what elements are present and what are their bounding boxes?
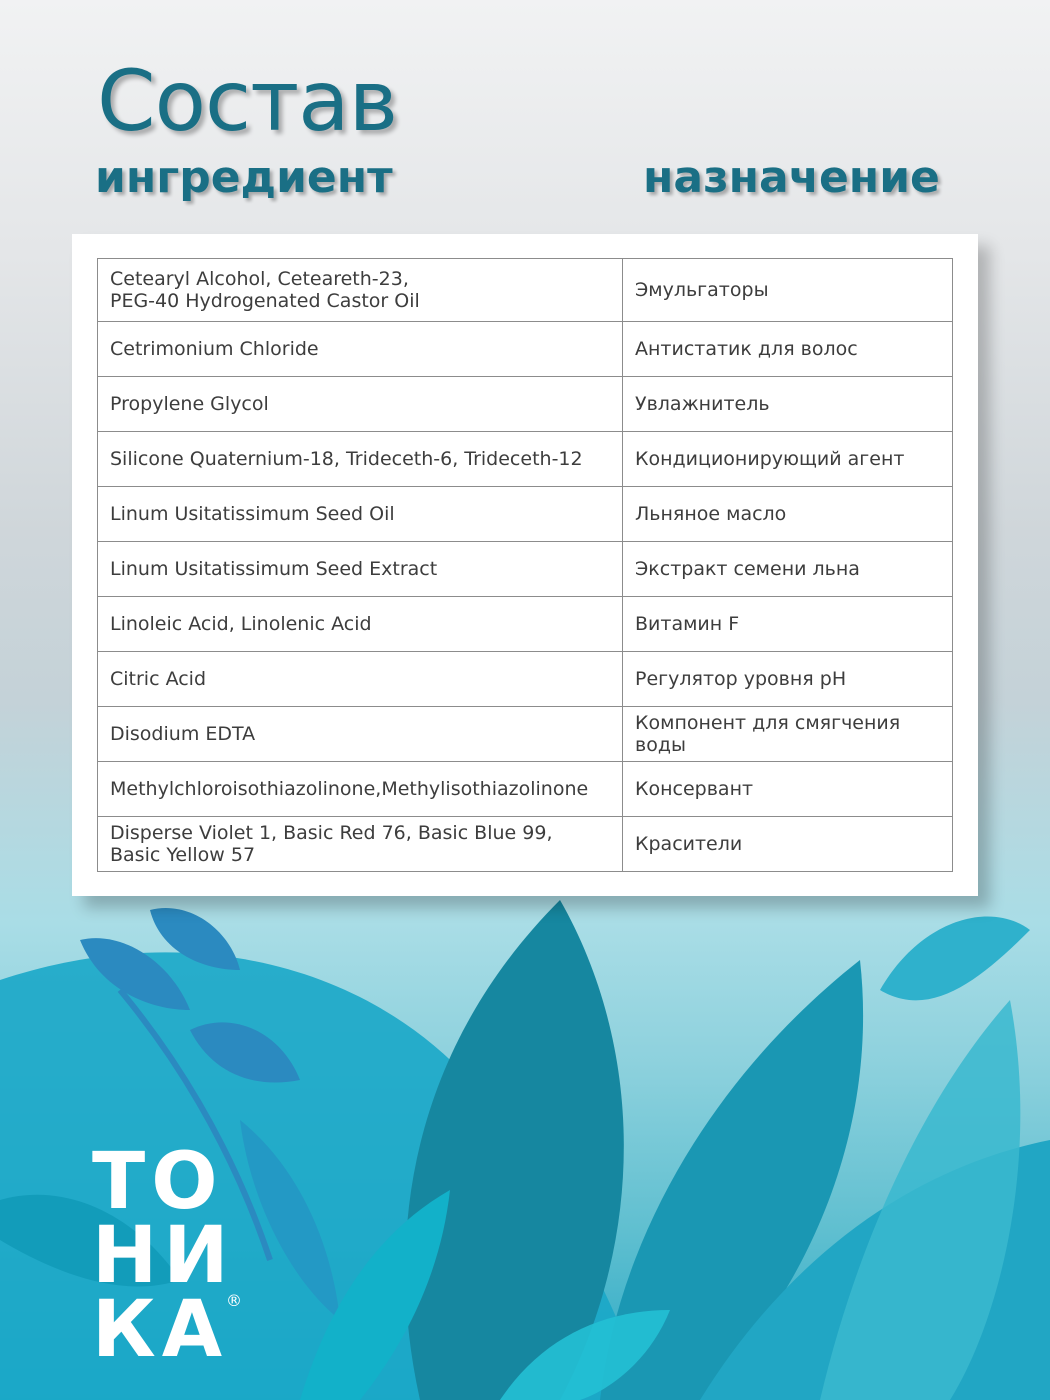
- purpose-cell: Льняное масло: [623, 487, 953, 542]
- purpose-cell: Антистатик для волос: [623, 322, 953, 377]
- table-row: [98, 597, 953, 652]
- table-row: [98, 762, 953, 817]
- table-row: [98, 817, 953, 872]
- ingredient-line: Basic Yellow 57: [110, 844, 256, 866]
- logo-line: КА: [92, 1285, 229, 1375]
- ingredient-cell: Disodium EDTA: [98, 707, 623, 762]
- purpose-cell: Компонент для смягчения воды: [623, 707, 953, 762]
- table-row: [98, 322, 953, 377]
- table-row: [98, 432, 953, 487]
- ingredient-cell: Citric Acid: [98, 652, 623, 707]
- table-row: [98, 707, 953, 762]
- ingredient-line: PEG-40 Hydrogenated Castor Oil: [110, 290, 420, 312]
- registered-mark: ®: [226, 1291, 242, 1310]
- column-header-ingredient: ингредиент: [95, 152, 393, 203]
- column-header-purpose: назначение: [643, 152, 940, 203]
- ingredient-cell: Methylchloroisothiazolinone,Methylisothiazolinone: [98, 762, 623, 817]
- purpose-cell: Консервант: [623, 762, 953, 817]
- logo-line: НИ: [92, 1211, 235, 1301]
- ingredient-line: Disperse Violet 1, Basic Red 76, Basic Blue 99,: [110, 822, 553, 844]
- ingredient-cell: Linoleic Acid, Linolenic Acid: [98, 597, 623, 652]
- ingredient-cell: Cetrimonium Chloride: [98, 322, 623, 377]
- table-row: [98, 487, 953, 542]
- ingredient-line: Cetearyl Alcohol, Ceteareth-23,: [110, 268, 409, 290]
- table-row: [98, 377, 953, 432]
- purpose-cell: Кондиционирующий агент: [623, 432, 953, 487]
- purpose-cell: Регулятор уровня pH: [623, 652, 953, 707]
- brand-logo: [92, 1137, 252, 1375]
- purpose-cell: Увлажнитель: [623, 377, 953, 432]
- purpose-cell: Эмульгаторы: [623, 259, 953, 322]
- purpose-cell: Красители: [623, 817, 953, 872]
- ingredients-table: [97, 258, 953, 872]
- table-row: [98, 652, 953, 707]
- purpose-cell: Витамин F: [623, 597, 953, 652]
- ingredient-cell: [98, 817, 623, 872]
- ingredient-cell: Linum Usitatissimum Seed Extract: [98, 542, 623, 597]
- ingredients-card: [72, 234, 978, 896]
- ingredient-cell: Silicone Quaternium-18, Trideceth-6, Trideceth-12: [98, 432, 623, 487]
- ingredient-cell: [98, 259, 623, 322]
- purpose-cell: Экстракт семени льна: [623, 542, 953, 597]
- ingredient-cell: Propylene Glycol: [98, 377, 623, 432]
- logo-line: ТО: [92, 1137, 224, 1227]
- ingredient-cell: Linum Usitatissimum Seed Oil: [98, 487, 623, 542]
- page-title: Состав: [97, 52, 398, 150]
- table-row: [98, 259, 953, 322]
- table-row: [98, 542, 953, 597]
